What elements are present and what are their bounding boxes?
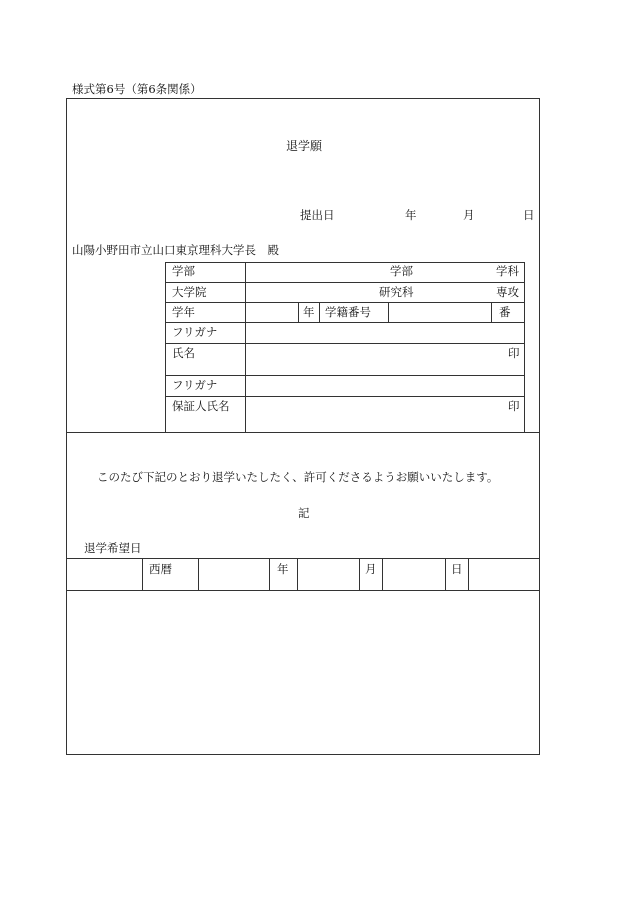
section-divider [66,432,540,433]
grade-divider [298,302,299,322]
student-id-unit: 番 [499,305,511,319]
date-divider [269,558,270,590]
grade-label: 学年 [172,305,195,319]
guardian-furigana-label: フリガナ [172,378,218,392]
request-text: このたび下記のとおり退学いたしたく、許可くださるようお願いいたします。 [97,470,499,484]
table-line [165,396,525,397]
table-label-divider [245,262,246,432]
form-title: 退学願 [286,139,323,153]
date-divider [142,558,143,590]
table-line [165,302,525,303]
department-suffix: 学科 [496,264,519,278]
submission-year-unit: 年 [405,208,417,222]
table-line [165,343,525,344]
student-id-label: 学籍番号 [325,305,371,319]
date-divider [297,558,298,590]
table-line [165,322,525,323]
table-right-line [524,262,525,432]
form-frame [66,98,540,755]
date-divider [445,558,446,590]
form-number: 様式第6号（第6条関係） [72,82,202,96]
date-divider [359,558,360,590]
date-divider [198,558,199,590]
grade-unit-divider [319,302,320,322]
major-suffix: 専攻 [496,285,519,299]
table-line [165,282,525,283]
era-label: 西暦 [149,562,172,576]
submission-day-unit: 日 [523,208,535,222]
ki-mark: 記 [298,506,310,520]
grade-unit: 年 [303,305,315,319]
date-divider [382,558,383,590]
student-id-label-divider [388,302,389,322]
guardian-name-label: 保証人氏名 [172,399,230,413]
submission-month-unit: 月 [463,208,475,222]
seal-mark: 印 [508,346,520,360]
submission-date-label: 提出日 [300,208,335,222]
student-id-divider [491,302,492,322]
withdrawal-month-unit: 月 [365,562,377,576]
guardian-seal-mark: 印 [508,399,520,413]
graduate-label: 大学院 [172,285,207,299]
table-top-line [165,262,525,263]
name-label: 氏名 [172,346,195,360]
date-row-bottom-line [66,590,540,591]
faculty-label: 学部 [172,264,195,278]
addressee: 山陽小野田市立山口東京理科大学長 殿 [72,243,279,257]
withdrawal-date-label: 退学希望日 [84,541,142,555]
faculty-suffix: 学部 [390,264,413,278]
furigana-label: フリガナ [172,325,218,339]
withdrawal-year-unit: 年 [277,562,289,576]
withdrawal-day-unit: 日 [451,562,463,576]
graduate-suffix: 研究科 [379,285,414,299]
date-divider [468,558,469,590]
table-left-line [165,262,166,432]
table-line [165,375,525,376]
